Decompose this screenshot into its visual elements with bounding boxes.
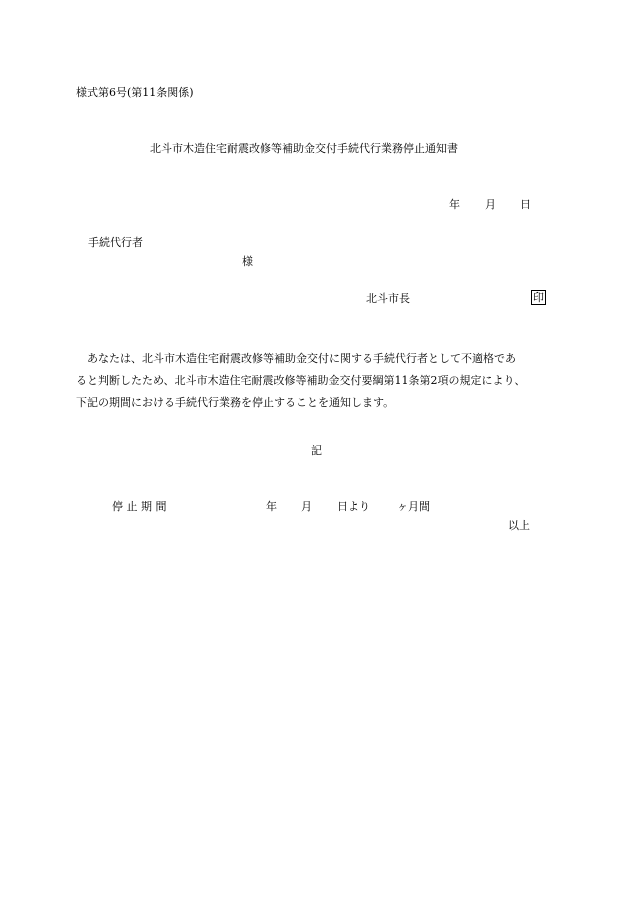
closing-ijo: 以上 (508, 519, 530, 532)
document-title: 北斗市木造住宅耐震改修等補助金交付手続代行業務停止通知書 (150, 142, 458, 155)
notice-body-line: あなたは、北斗市木造住宅耐震改修等補助金交付に関する手続代行者として不適格であ (87, 352, 516, 365)
recipient-label: 手続代行者 (88, 236, 143, 249)
seal-mark (531, 290, 546, 305)
ki-heading: 記 (311, 444, 322, 457)
suspension-month: 月 (301, 500, 312, 513)
sender-name: 北斗市長 (366, 292, 410, 305)
date-month: 月 (485, 198, 496, 211)
suspension-year: 年 (266, 500, 277, 513)
date-year: 年 (449, 198, 460, 211)
form-number: 様式第6号(第11条関係) (76, 86, 194, 99)
date-day: 日 (520, 198, 531, 211)
suspension-months: ヶ月間 (397, 500, 430, 513)
recipient-honorific: 様 (242, 255, 253, 268)
notice-body-line: ると判断したため、北斗市木造住宅耐震改修等補助金交付要綱第11条第2項の規定により、 (76, 374, 526, 387)
suspension-label: 停 止 期 間 (112, 500, 167, 513)
notice-body (76, 348, 556, 414)
notice-body-line: 下記の期間における手続代行業務を停止することを通知します。 (76, 396, 395, 409)
seal-label: 印 (533, 291, 544, 304)
suspension-day-from: 日より (337, 500, 370, 513)
